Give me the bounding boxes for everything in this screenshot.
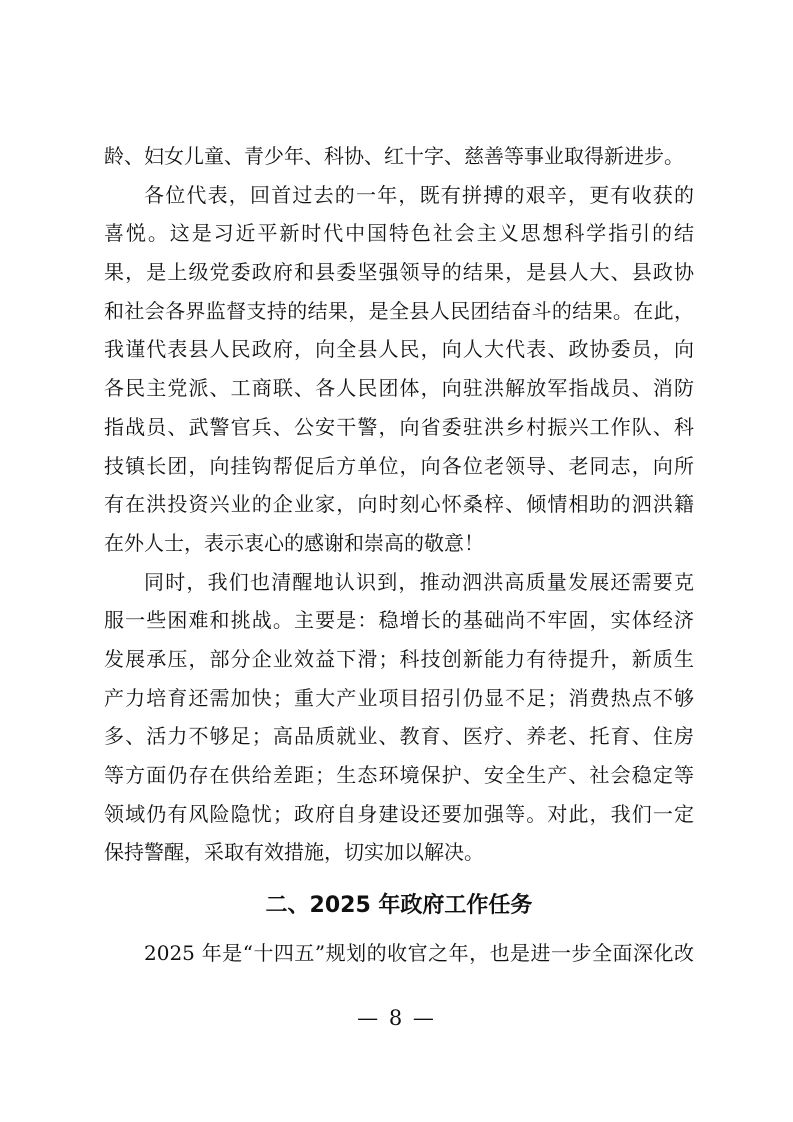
text-line: 在外人士，表示衷心的感谢和崇高的敬意！ <box>104 530 484 555</box>
text-line: 2025 年是“十四五”规划的收官之年，也是进一步全面深化改 <box>144 941 694 966</box>
text-line: 有在洪投资兴业的企业家，向时刻心怀桑梓、倾情相助的泗洪籍 <box>104 492 694 517</box>
text-line: 各位代表，回首过去的一年，既有拼搏的艰辛，更有收获的 <box>144 182 694 207</box>
text-line: 服一些困难和挑战。主要是：稳增长的基础尚不牢固，实体经济 <box>104 608 694 633</box>
paragraph-tasks <box>104 934 694 973</box>
text-line: 指战员、武警官兵、公安干警，向省委驻洪乡村振兴工作队、科 <box>104 414 694 439</box>
page-number: — 8 — <box>357 1006 436 1030</box>
text-line: 果，是上级党委政府和县委坚强领导的结果，是县人大、县政协 <box>104 260 694 285</box>
text-line: 技镇长团，向挂钩帮促后方单位，向各位老领导、老同志，向所 <box>104 453 694 478</box>
text-line: 和社会各界监督支持的结果，是全县人民团结奋斗的结果。在此， <box>104 298 694 323</box>
text-line: 各民主党派、工商联、各人民团体，向驻洪解放军指战员、消防 <box>104 376 694 401</box>
text-line: 保持警醒，采取有效措施，切实加以解决。 <box>104 840 484 865</box>
text-line: 同时，我们也清醒地认识到，推动泗洪高质量发展还需要克 <box>144 569 694 594</box>
text-line: 产力培育还需加快；重大产业项目招引仍显不足；消费热点不够 <box>104 685 694 710</box>
text-line: 喜悦。这是习近平新时代中国特色社会主义思想科学指引的结 <box>104 221 694 246</box>
text-line: 发展承压，部分企业效益下滑；科技创新能力有待提升，新质生 <box>104 646 694 671</box>
text-line: 等方面仍存在供给差距；生态环境保护、安全生产、社会稳定等 <box>104 763 694 787</box>
paragraph-gratitude <box>104 176 694 563</box>
paragraph-continued <box>104 137 694 176</box>
document-body <box>104 137 694 973</box>
text-line: 我谨代表县人民政府，向全县人民，向人大代表、政协委员，向 <box>104 337 694 362</box>
paragraph-challenges <box>104 563 694 873</box>
section-heading: 二、2025 年政府工作任务 <box>265 893 533 919</box>
text-line: 多、活力不够足；高品质就业、教育、医疗、养老、托育、住房 <box>104 724 694 749</box>
text-line: 领域仍有风险隐忧；政府自身建设还要加强等。对此，我们一定 <box>104 801 694 826</box>
text-line: 龄、妇女儿童、青少年、科协、红十字、慈善等事业取得新进步。 <box>104 144 684 168</box>
